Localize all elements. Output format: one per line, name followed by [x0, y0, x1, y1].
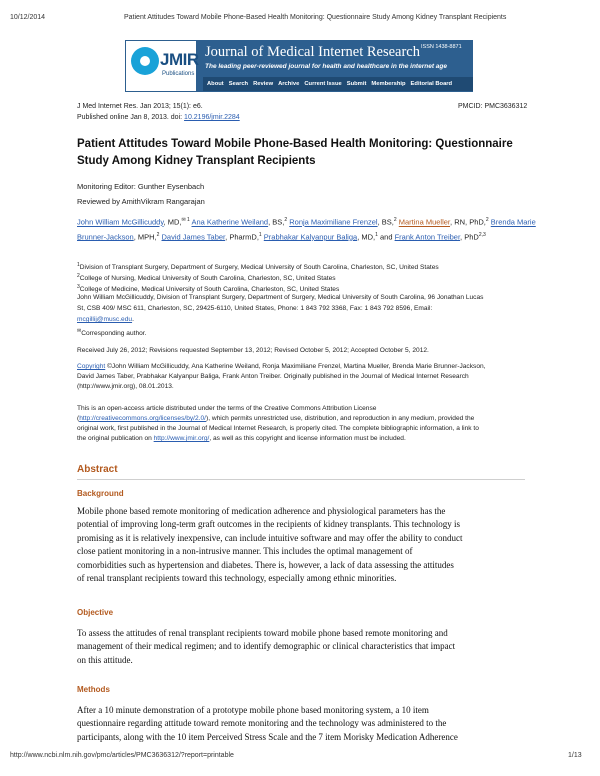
logo-dot-icon [140, 56, 150, 66]
logo-text: JMIR [160, 50, 199, 69]
print-header-title: Patient Attitudes Toward Mobile Phone-Based Health Monitoring: Questionnaire Study Among Kidney Transplant Recipients [124, 14, 507, 21]
jmir-site-link[interactable]: http://www.jmir.org/ [153, 435, 210, 442]
author-link[interactable]: Prabhakar Kalyanpur Baliga [263, 232, 358, 241]
contact-email-line: mcgillij@musc.edu. [77, 316, 134, 323]
section-divider [77, 479, 525, 480]
journal-tagline: The leading peer-reviewed journal for health and healthcare in the internet age [205, 63, 447, 70]
print-date: 10/12/2014 [10, 14, 46, 21]
contact-line-1: John William McGillicuddy, Division of Transplant Surgery, Department of Surgery, Medical University of South Carolina, 96 Jonathan Lucas [77, 294, 484, 301]
logo-subtext: Publications [162, 71, 195, 77]
nav-current-issue[interactable]: Current Issue [304, 81, 342, 87]
affiliation-3: $^3$College of Medicine, Medical University of South Carolina, Charleston, SC, United States [77, 284, 340, 294]
published-prefix: Published online Jan 8, 2013. doi: [77, 114, 183, 121]
corresponding-note: ✉Corresponding author. [77, 328, 147, 338]
copyright-link[interactable]: Copyright [77, 363, 106, 370]
background-text: Mobile phone based remote monitoring of medication adherence and physiological parameters has the potential of improving long-term graft outcomes in the recipients of kidney transplants. This technology is promising as it is relatively inexpensive, can include intuitive software and may offer the ability to conduct close patient monitoring in a non-intrusive manner. This includes the optimal management of comorbidities such as hypertension and diabetes. There is, however, a lack of data assessing the attitudes of renal transplant recipients toward this technology, especially among ethnic minorities. [77, 506, 463, 584]
methods-heading: Methods [77, 685, 110, 694]
author-link[interactable]: Ronja Maximiliane Frenzel [289, 217, 378, 227]
reviewed-by: Reviewed by AmithVikram Rangarajan [77, 197, 205, 206]
received-dates: Received July 26, 2012; Revisions requested September 13, 2012; Revised October 5, 2012; Accepted October 5, 2012. [77, 347, 429, 354]
author-link[interactable]: David James Taber [161, 232, 226, 241]
nav-submit[interactable]: Submit [346, 81, 367, 87]
contact-line-2: St, CSB 409/ MSC 611, Charleston, SC, 29425-6110, United States, Phone: 1 843 792 3368, Fax: 1 843 792 8596, Email: [77, 305, 433, 312]
author-link[interactable]: Brenda Marie Brunner-Jackson [77, 217, 536, 241]
methods-text: After a 10 minute demonstration of a prototype mobile phone based monitoring system, a 10 item questionnaire regarding attitude toward remote monitoring and the technology was administered to the participants, along with the 10 item Perceived Stress Scale and the 7 item Morisky Medication Adherence [77, 705, 458, 742]
objective-text: To assess the attitudes of renal transplant recipients toward mobile phone based remote monitoring and management of their medical regimen; and to identify demographic or clinical characteristics that impact on this attitude. [77, 628, 456, 665]
envelope-icon: ✉ [77, 328, 82, 334]
author-link[interactable]: Ana Katherine Weiland [191, 217, 269, 227]
nav-review[interactable]: Review [253, 81, 274, 87]
journal-issn: ISSN 1438-8871 [421, 44, 462, 50]
nav-editorial-board[interactable]: Editorial Board [410, 81, 453, 87]
monitoring-editor: Monitoring Editor: Gunther Eysenbach [77, 182, 205, 191]
objective-heading: Objective [77, 608, 114, 617]
jmir-logo[interactable] [125, 40, 197, 92]
affiliation-1: $^1$Division of Transplant Surgery, Department of Surgery, Medical University of South Carolina, Charleston, SC, United States [77, 262, 439, 272]
author-link[interactable]: Martina Mueller [398, 217, 451, 227]
journal-name: Journal of Medical Internet Research [205, 44, 420, 60]
license-link[interactable]: http://creativecommons.org/licenses/by/2.0/ [79, 415, 207, 422]
background-heading: Background [77, 489, 124, 498]
page-number: 1/13 [568, 752, 582, 759]
citation: J Med Internet Res. Jan 2013; 15(1): e6. [77, 103, 203, 110]
article-title: Patient Attitudes Toward Mobile Phone-Based Health Monitoring: Questionnaire Study Among Kidney Transplant Recipients [77, 138, 513, 167]
affiliation-2: $^2$College of Nursing, Medical University of South Carolina, Charleston, SC, United States [77, 273, 336, 283]
author-link[interactable]: Frank Anton Treiber [394, 232, 461, 241]
print-url: http://www.ncbi.nlm.nih.gov/pmc/articles/PMC3636312/?report=printable [10, 752, 234, 759]
nav-membership[interactable]: Membership [371, 81, 406, 87]
abstract-heading: Abstract [77, 464, 118, 475]
author-list: John William McGillicuddy, MD,$^{✉ 1}$ Ana Katherine Weiland, BS,$^2$ Ronja Maximiliane Frenzel, BS,$^2$ Martina Mueller, RN, PhD,$^2$ Brenda Marie Brunner-Jackson, MPH,$^2$ David James Taber, PharmD,$^1$ Prabhakar Kalyanpur Baliga, MD,$^1$ and Frank Anton Treiber, PhD$^{2,3}$ [77, 217, 536, 241]
published-line [77, 113, 240, 123]
nav-search[interactable]: Search [228, 81, 249, 87]
nav-about[interactable]: About [207, 81, 224, 87]
journal-banner[interactable] [125, 40, 473, 92]
author-link[interactable]: John William McGillicuddy [77, 217, 164, 227]
pmcid: PMCID: PMC3636312 [458, 103, 528, 110]
author-email-link[interactable]: mcgillij@musc.edu [77, 316, 133, 323]
nav-archive[interactable]: Archive [278, 81, 300, 87]
doi-link[interactable]: 10.2196/jmir.2284 [184, 114, 240, 121]
journal-nav [203, 77, 473, 91]
license-block: This is an open-access article distributed under the terms of the Creative Commons Attribution License (http://creativecommons.org/licenses/by/2.0/), which permits unrestricted use, distribution, and reproduction in any medium, provided the original work, first published in the Journal of Medical Internet Research, is properly cited. The complete bibliographic information, a link to the original publication on http://www.jmir.org/, as well as this copyright and license information must be included. [77, 405, 479, 442]
copyright-block: Copyright ©John William McGillicuddy, Ana Katherine Weiland, Ronja Maximiliane Frenzel, Martina Mueller, Brenda Marie Brunner-Jackson, David James Taber, Prabhakar Kalyanpur Baliga, Frank Anton Treiber. Originally published in the Journal of Medical Internet Research (http://www.jmir.org), 08.01.2013. [77, 363, 486, 390]
